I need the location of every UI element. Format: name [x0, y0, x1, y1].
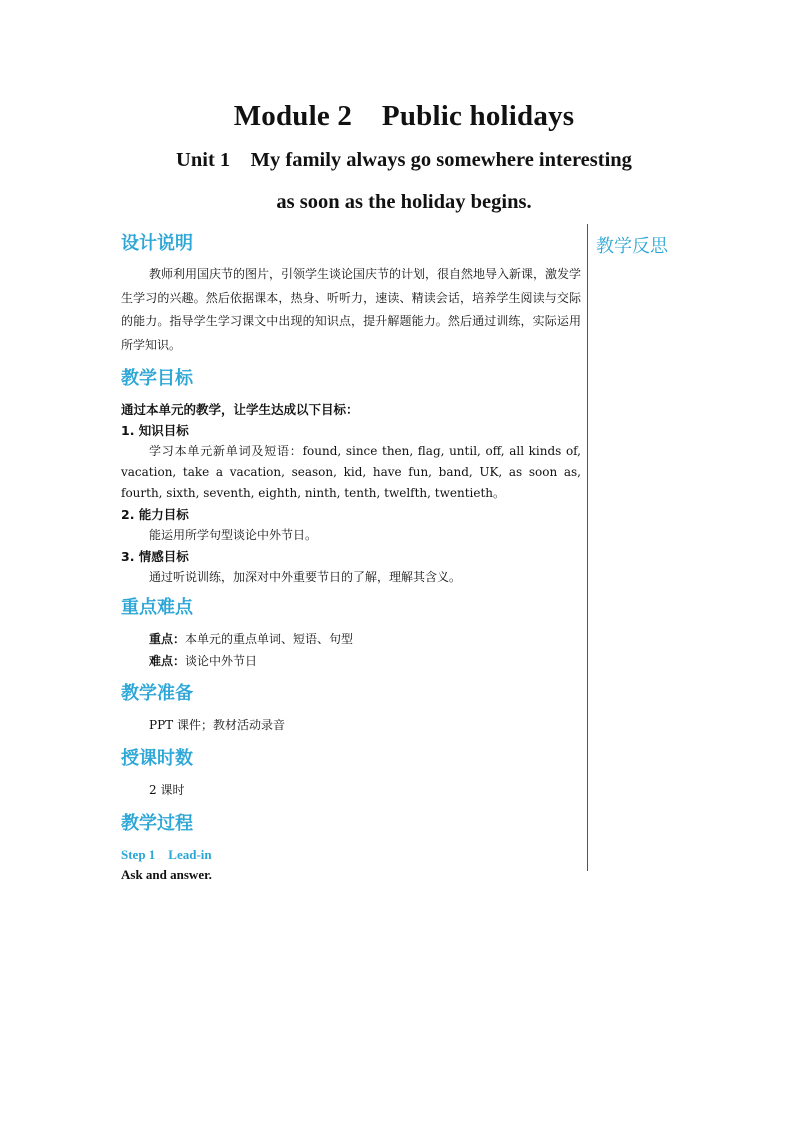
- preparation-section: [121, 682, 581, 736]
- step-1-text: Ask and answer.: [121, 867, 212, 882]
- design-section: [121, 232, 581, 357]
- column-divider: [587, 224, 588, 871]
- goal-emotion-text: 通过听说训练，加深对中外重要节日的了解，理解其含义。: [149, 570, 462, 584]
- goal-knowledge-label: 1. 知识目标: [121, 423, 189, 438]
- key-point-line: [121, 628, 581, 650]
- preparation-text: PPT 课件；教材活动录音: [149, 718, 285, 732]
- goal-knowledge-text: 学习本单元新单词及短语：found, since then, flag, until, off, all kinds of, vacation, take a vacation, season, kid, have fun, band, UK, as soon as, fourth, sixth, seventh, eighth, ninth, tenth, twelfth, twentieth。: [121, 444, 581, 500]
- key-point-label: 重点：: [149, 632, 186, 646]
- difficult-point-line: [121, 650, 581, 672]
- duration-text: 2 课时: [149, 783, 185, 797]
- design-heading: 设计说明: [121, 233, 193, 254]
- step-1-heading: Step 1 Lead-in: [121, 847, 212, 862]
- unit-title-line-1: Unit 1 My family always go somewhere interesting: [176, 149, 632, 171]
- duration-section: [121, 747, 581, 801]
- key-points-heading: 重点难点: [121, 597, 193, 618]
- difficult-point-text: 谈论中外节日: [185, 654, 258, 668]
- difficult-point-label: 难点：: [149, 654, 186, 668]
- design-text: 教师利用国庆节的图片，引领学生谈论国庆节的计划，很自然地导入新课，激发学生学习的兴趣。然后依据课本，热身、听听力，速读、精读会话，培养学生阅读与交际的能力。指导学生学习课文中出现的知识点，提升解题能力。然后通过训练，实际运用所学知识。: [121, 267, 582, 352]
- goals-section: [121, 367, 581, 588]
- process-heading: 教学过程: [121, 813, 193, 834]
- teaching-reflection-heading: 教学反思: [596, 236, 668, 257]
- goals-intro: 通过本单元的教学，让学生达成以下目标：: [121, 402, 359, 417]
- goal-ability-label: 2. 能力目标: [121, 507, 189, 522]
- goal-emotion-label: 3. 情感目标: [121, 549, 189, 564]
- preparation-heading: 教学准备: [121, 683, 193, 704]
- key-point-text: 本单元的重点单词、短语、句型: [185, 632, 354, 646]
- goal-ability-text: 能运用所学句型谈论中外节日。: [149, 528, 318, 542]
- main-column: [121, 232, 581, 885]
- key-points-section: [121, 596, 581, 672]
- duration-heading: 授课时数: [121, 748, 193, 769]
- unit-title-line-2: as soon as the holiday begins.: [276, 191, 532, 213]
- process-section: [121, 812, 581, 885]
- goals-heading: 教学目标: [121, 368, 193, 389]
- module-title: Module 2 Public holidays: [233, 100, 575, 132]
